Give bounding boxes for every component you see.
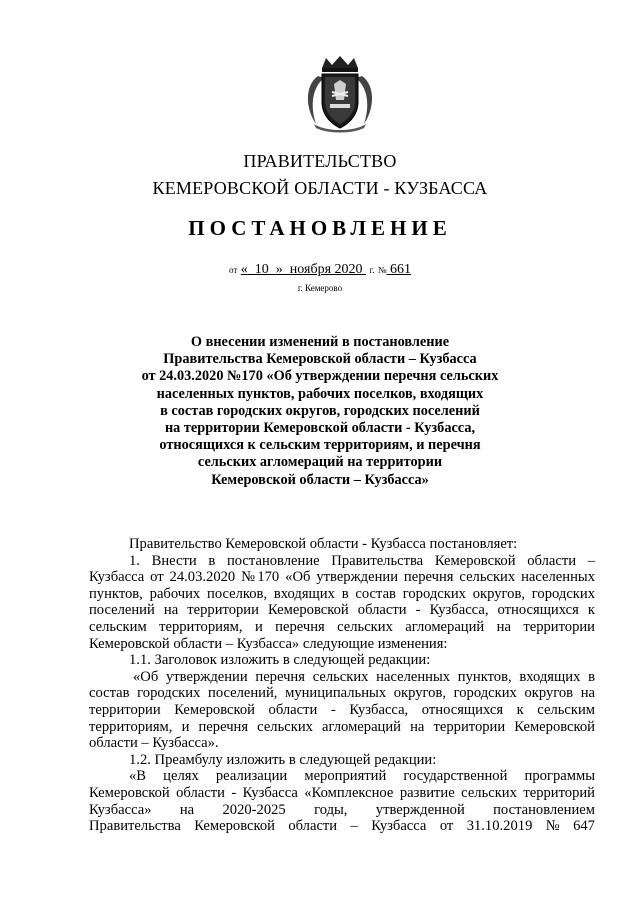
title-line: относящихся к сельским территориям, и перечня [159, 437, 481, 454]
coat-of-arms-emblem [296, 54, 384, 134]
body-paragraph-item-1-1: 1.1. Заголовок изложить в следующей редакции: [129, 652, 431, 669]
body-paragraph-item-1-2: 1.2. Преамбулу изложить в следующей редакции: [129, 751, 437, 768]
title-line: Кемеровской области – Кузбасса» [211, 471, 429, 488]
date-day: 10 [254, 262, 269, 277]
body-paragraph-item-1: 1. Внести в постановление Правительства Кемеровской области – Кузбасса от 24.03.2020 №170 «Об утверждении перечня сельских населенных пунктов, рабочих поселков, входящих в состав городских округов, городских поселений на территории Кемеровской области - Кузбасса, относящихся к сельским территориям, и перечня сельских агломераций на территории Кемеровской области – Кузбасса» следующие изменения: [89, 552, 595, 652]
word: области [288, 818, 338, 835]
title-line: сельских агломераций на территории [197, 454, 443, 471]
date-close-quote: » [275, 262, 283, 277]
word: – [350, 818, 358, 835]
date-month-year: ноября 2020 [289, 262, 363, 277]
body-text [89, 536, 595, 835]
word: Кемеровской [194, 818, 275, 835]
body-paragraph-quote-preamble: «В целях реализации мероприятий государственной программы Кемеровской области - Кузбасса «Комплексное развитие сельских территорий Кузбасса» на 2020-2025 годы, утвержденной постановлением [89, 768, 595, 818]
document-title [120, 334, 520, 489]
title-line: на территории Кемеровской области - Кузбасса, [164, 420, 476, 437]
word: от [439, 818, 454, 835]
document-number: 661 [390, 262, 412, 277]
word: № [545, 818, 560, 835]
word: 31.10.2019 [466, 818, 533, 835]
date-prefix: от [228, 265, 238, 275]
word: Кузбасса [371, 818, 427, 835]
document-type: ПОСТАНОВЛЕНИЕ [188, 216, 452, 240]
body-paragraph-preamble: Правительство Кемеровской области - Кузбасса постановляет: [129, 536, 518, 552]
date-year-suffix: г. [369, 265, 375, 275]
word: Правительства [89, 818, 181, 835]
body-paragraph-last-line [89, 818, 595, 835]
title-line: Правительства Кемеровской области – Кузбасса [163, 351, 477, 368]
body-paragraph-quote-title: «Об утверждении перечня сельских населенных пунктов, входящих в состав городских поселений, муниципальных округов, городских округов на территории Кемеровской области - Кузбасса, относящихся к сельским территориям, и перечня сельских агломераций на территории Кемеровской области – Кузбасса». [89, 668, 595, 752]
title-line: населенных пунктов, рабочих поселков, входящих [156, 385, 484, 402]
date-open-quote: « [240, 262, 248, 277]
title-line: в состав городских округов, городских поселений [160, 402, 480, 419]
org-name-line1: ПРАВИТЕЛЬСТВО [243, 151, 397, 171]
title-line: от 24.03.2020 №170 «Об утверждении перечня сельских [141, 368, 499, 385]
title-line: О внесении изменений в постановление [190, 334, 450, 350]
date-line [0, 262, 640, 278]
number-sign: № [377, 265, 387, 275]
city-name: г. Кемерово [297, 283, 343, 293]
word: 647 [573, 818, 595, 835]
org-name-line2: КЕМЕРОВСКОЙ ОБЛАСТИ - КУЗБАССА [152, 178, 488, 198]
